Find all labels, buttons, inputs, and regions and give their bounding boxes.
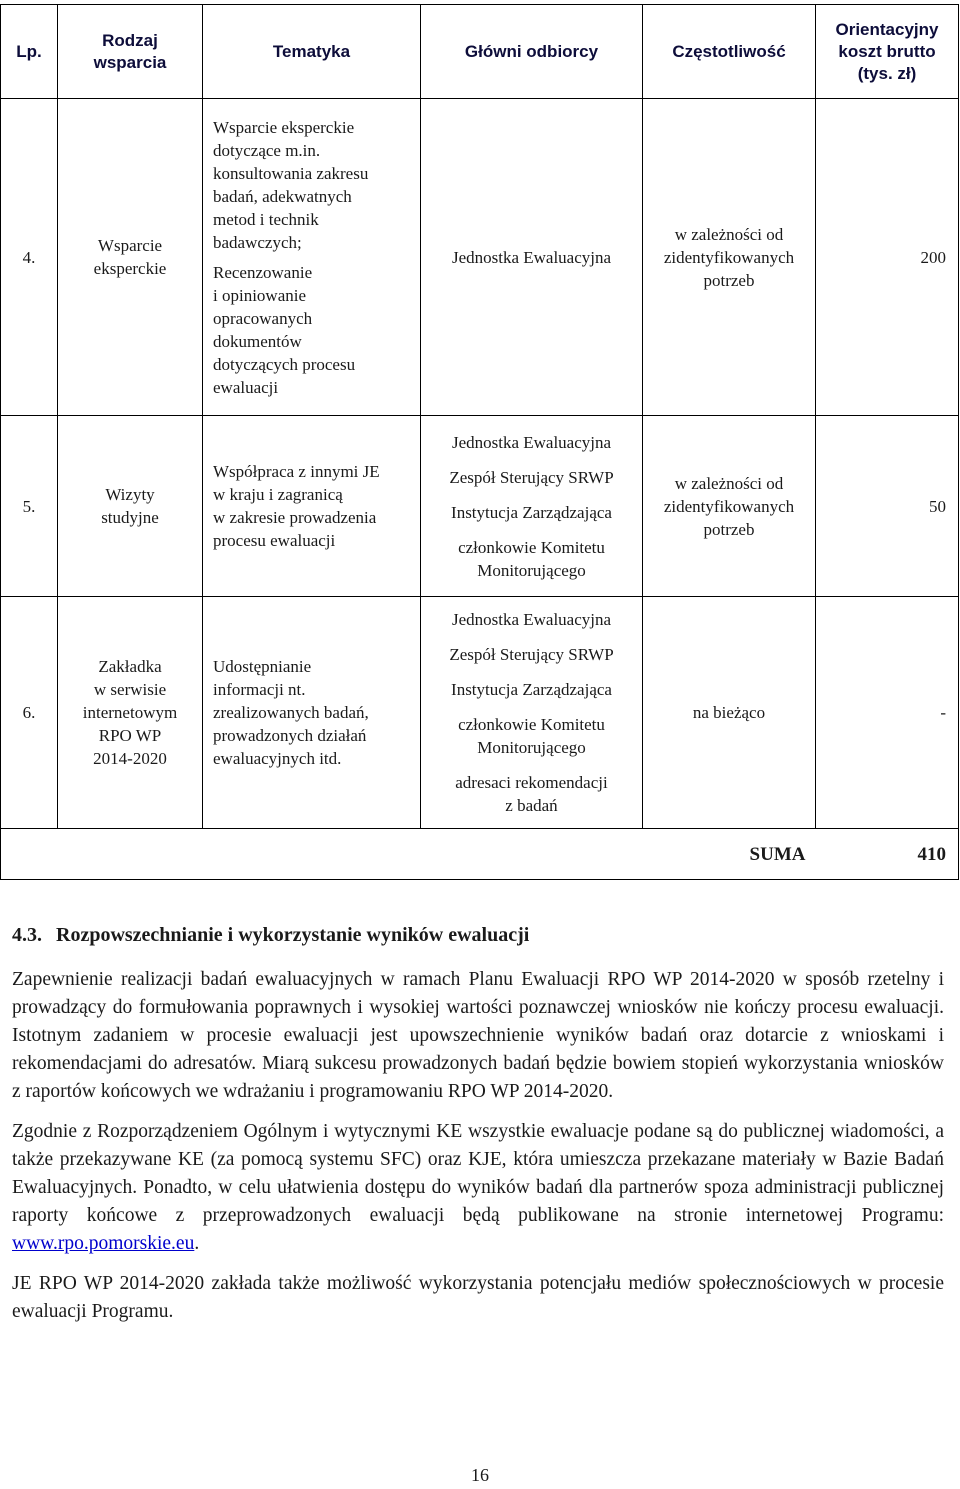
rodzaj-line: 2014-2020 <box>93 749 167 768</box>
odbiorca-line: członkowie Komitetu <box>458 537 605 557</box>
cell-tematyka <box>203 99 421 416</box>
table-header-row <box>1 5 959 99</box>
czestotliwosc-line: potrzeb <box>703 270 755 290</box>
cell-lp: 4. <box>1 99 58 416</box>
cell-koszt: 200 <box>816 99 959 416</box>
cell-czestotliwosc <box>643 416 816 597</box>
tematyka-line: informacji nt. <box>213 680 306 699</box>
odbiorca-item <box>421 501 642 524</box>
header-tematyka: Tematyka <box>203 5 421 99</box>
rodzaj-line: w serwisie <box>93 680 167 699</box>
czestotliwosc-line: w zależności od <box>674 224 784 244</box>
section-heading <box>12 922 944 948</box>
odbiorca-item <box>421 678 642 701</box>
odbiorca-item <box>421 713 642 759</box>
rodzaj-line: studyjne <box>101 508 159 527</box>
czestotliwosc-line: zidentyfikowanych <box>663 247 795 267</box>
tematyka-line: ewaluacyjnych itd. <box>213 749 342 768</box>
cell-tematyka <box>203 597 421 829</box>
header-odbiorcy: Główni odbiorcy <box>421 5 643 99</box>
tematyka-line: Wsparcie eksperckie <box>213 117 355 137</box>
cell-rodzaj <box>58 416 203 597</box>
cell-lp: 5. <box>1 416 58 597</box>
odbiorca-item <box>421 536 642 582</box>
odbiorca-line: Zespół Sterujący SRWP <box>449 467 614 487</box>
cell-koszt: 50 <box>816 416 959 597</box>
rodzaj-line: eksperckie <box>93 259 167 278</box>
tematyka-line: metod i technik <box>213 209 319 229</box>
cell-lp: 6. <box>1 597 58 829</box>
header-rodzaj-line: Rodzaj <box>102 30 158 50</box>
cell-rodzaj <box>58 597 203 829</box>
odbiorca-line: Instytucja Zarządzająca <box>451 680 612 699</box>
section-title: Rozpowszechnianie i wykorzystanie wyników ewaluacji <box>56 924 530 946</box>
czestotliwosc-line: zidentyfikowanych <box>663 496 795 516</box>
odbiorca-line: z badań <box>505 796 558 815</box>
header-koszt-line: (tys. zł) <box>857 63 917 83</box>
tematyka-line: dokumentów <box>213 331 302 351</box>
paragraph-gap <box>213 254 414 261</box>
program-website-link[interactable]: www.rpo.pomorskie.eu <box>12 1233 195 1254</box>
section-4-3 <box>12 922 944 1338</box>
odbiorca-line: członkowie Komitetu <box>458 715 605 734</box>
page-number: 16 <box>471 1465 489 1485</box>
cell-rodzaj <box>58 99 203 416</box>
header-koszt-line: Orientacyjny <box>835 19 939 39</box>
evaluation-support-table <box>0 4 959 880</box>
table-row <box>1 99 959 416</box>
odbiorca-item <box>421 466 642 489</box>
rodzaj-line: RPO WP <box>98 726 162 745</box>
odbiorca-item <box>421 608 642 631</box>
header-koszt <box>816 5 959 99</box>
odbiorca-line: Monitorującego <box>477 560 586 580</box>
paragraph-2-end: . <box>194 1233 200 1254</box>
header-rodzaj-line: wsparcia <box>93 52 167 72</box>
odbiorca-line: Monitorującego <box>477 738 586 757</box>
tematyka-line: dotyczących procesu <box>213 354 356 374</box>
cell-tematyka <box>203 416 421 597</box>
rodzaj-line: internetowym <box>82 703 178 722</box>
table-row <box>1 597 959 829</box>
cell-czestotliwosc <box>643 99 816 416</box>
table-sum-row <box>1 829 959 880</box>
odbiorca-item <box>421 246 642 269</box>
header-lp: Lp. <box>1 5 58 99</box>
czestotliwosc-line: na bieżąco <box>692 703 766 722</box>
header-koszt-line: koszt brutto <box>838 41 936 61</box>
odbiorca-line: Instytucja Zarządzająca <box>451 502 612 522</box>
odbiorca-item <box>421 771 642 817</box>
czestotliwosc-line: w zależności od <box>674 473 784 493</box>
tematyka-line: w kraju i zagranicą <box>213 485 343 504</box>
tematyka-line: opracowanych <box>213 308 313 328</box>
cell-odbiorcy <box>421 99 643 416</box>
tematyka-line: badań, adekwatnych <box>213 186 352 206</box>
sum-label: SUMA <box>1 829 816 880</box>
tematyka-line: zrealizowanych badań, <box>213 703 369 722</box>
paragraph-1: Zapewnienie realizacji badań ewaluacyjnych w ramach Planu Ewaluacji RPO WP 2014-2020 w sposób rzetelny i prowadzący do formułowania poprawnych i wysokiej wartości poznawczej wniosków nie kończy procesu ewaluacji. Istotnym zadaniem w procesie ewaluacji jest upowszechnienie wyników badań oraz dotarcie z wnioskami i rekomendacjami do adresatów. Miarą sukcesu prowadzonych badań będzie bowiem stopień wykorzystania wniosków z raportów końcowych we wdrażaniu i programowaniu RPO WP 2014-2020. <box>12 969 944 1102</box>
odbiorca-line: Zespół Sterujący SRWP <box>449 645 614 664</box>
paragraph-2-text: Zgodnie z Rozporządzeniem Ogólnym i wytycznymi KE wszystkie ewaluacje podane są do publicznej wiadomości, a także przekazywane KE (za pomocą systemu SFC) oraz KJE, która umieszcza przekazane materiały w Bazie Badań Ewaluacyjnych. Ponadto, w celu ułatwienia dostępu do wyników badań dla partnerów spoza administracji publicznej raporty końcowe z przeprowadzonych ewaluacji będą publikowane na stronie internetowej Programu: <box>12 1121 944 1226</box>
odbiorca-item <box>421 643 642 666</box>
czestotliwosc-line: potrzeb <box>703 519 755 539</box>
tematyka-line: ewaluacji <box>213 377 279 397</box>
tematyka-line: w zakresie prowadzenia <box>213 508 377 527</box>
paragraph-2 <box>12 1118 944 1258</box>
tematyka-line: procesu ewaluacji <box>213 531 336 550</box>
tematyka-line: prowadzonych działań <box>213 726 367 745</box>
tematyka-line: Udostępnianie <box>213 657 312 676</box>
odbiorca-line: Jednostka Ewaluacyjna <box>451 610 612 629</box>
odbiorca-line: Jednostka Ewaluacyjna <box>451 247 612 267</box>
paragraph-3: JE RPO WP 2014-2020 zakłada także możliwość wykorzystania potencjału mediów społecznościowych w procesie ewaluacji Programu. <box>12 1273 944 1322</box>
tematyka-line: dotyczące m.in. <box>213 140 321 160</box>
rodzaj-line: Wsparcie <box>97 236 163 255</box>
tematyka-line: konsultowania zakresu <box>213 163 369 183</box>
odbiorca-line: adresaci rekomendacji <box>455 773 608 792</box>
cell-odbiorcy <box>421 416 643 597</box>
rodzaj-line: Zakładka <box>98 657 162 676</box>
cell-odbiorcy <box>421 597 643 829</box>
rodzaj-line: Wizyty <box>105 485 155 504</box>
tematyka-line: badawczych; <box>213 232 302 252</box>
header-czestotliwosc: Częstotliwość <box>643 5 816 99</box>
cell-koszt: - <box>816 597 959 829</box>
odbiorca-item <box>421 431 642 454</box>
table-row <box>1 416 959 597</box>
odbiorca-line: Jednostka Ewaluacyjna <box>451 432 612 452</box>
header-rodzaj <box>58 5 203 99</box>
cell-czestotliwosc <box>643 597 816 829</box>
tematyka-line: Recenzowanie <box>213 262 313 282</box>
tematyka-line: Współpraca z innymi JE <box>213 462 380 481</box>
section-number: 4.3. <box>12 924 42 946</box>
tematyka-line: i opiniowanie <box>213 285 307 305</box>
sum-value: 410 <box>816 829 959 880</box>
